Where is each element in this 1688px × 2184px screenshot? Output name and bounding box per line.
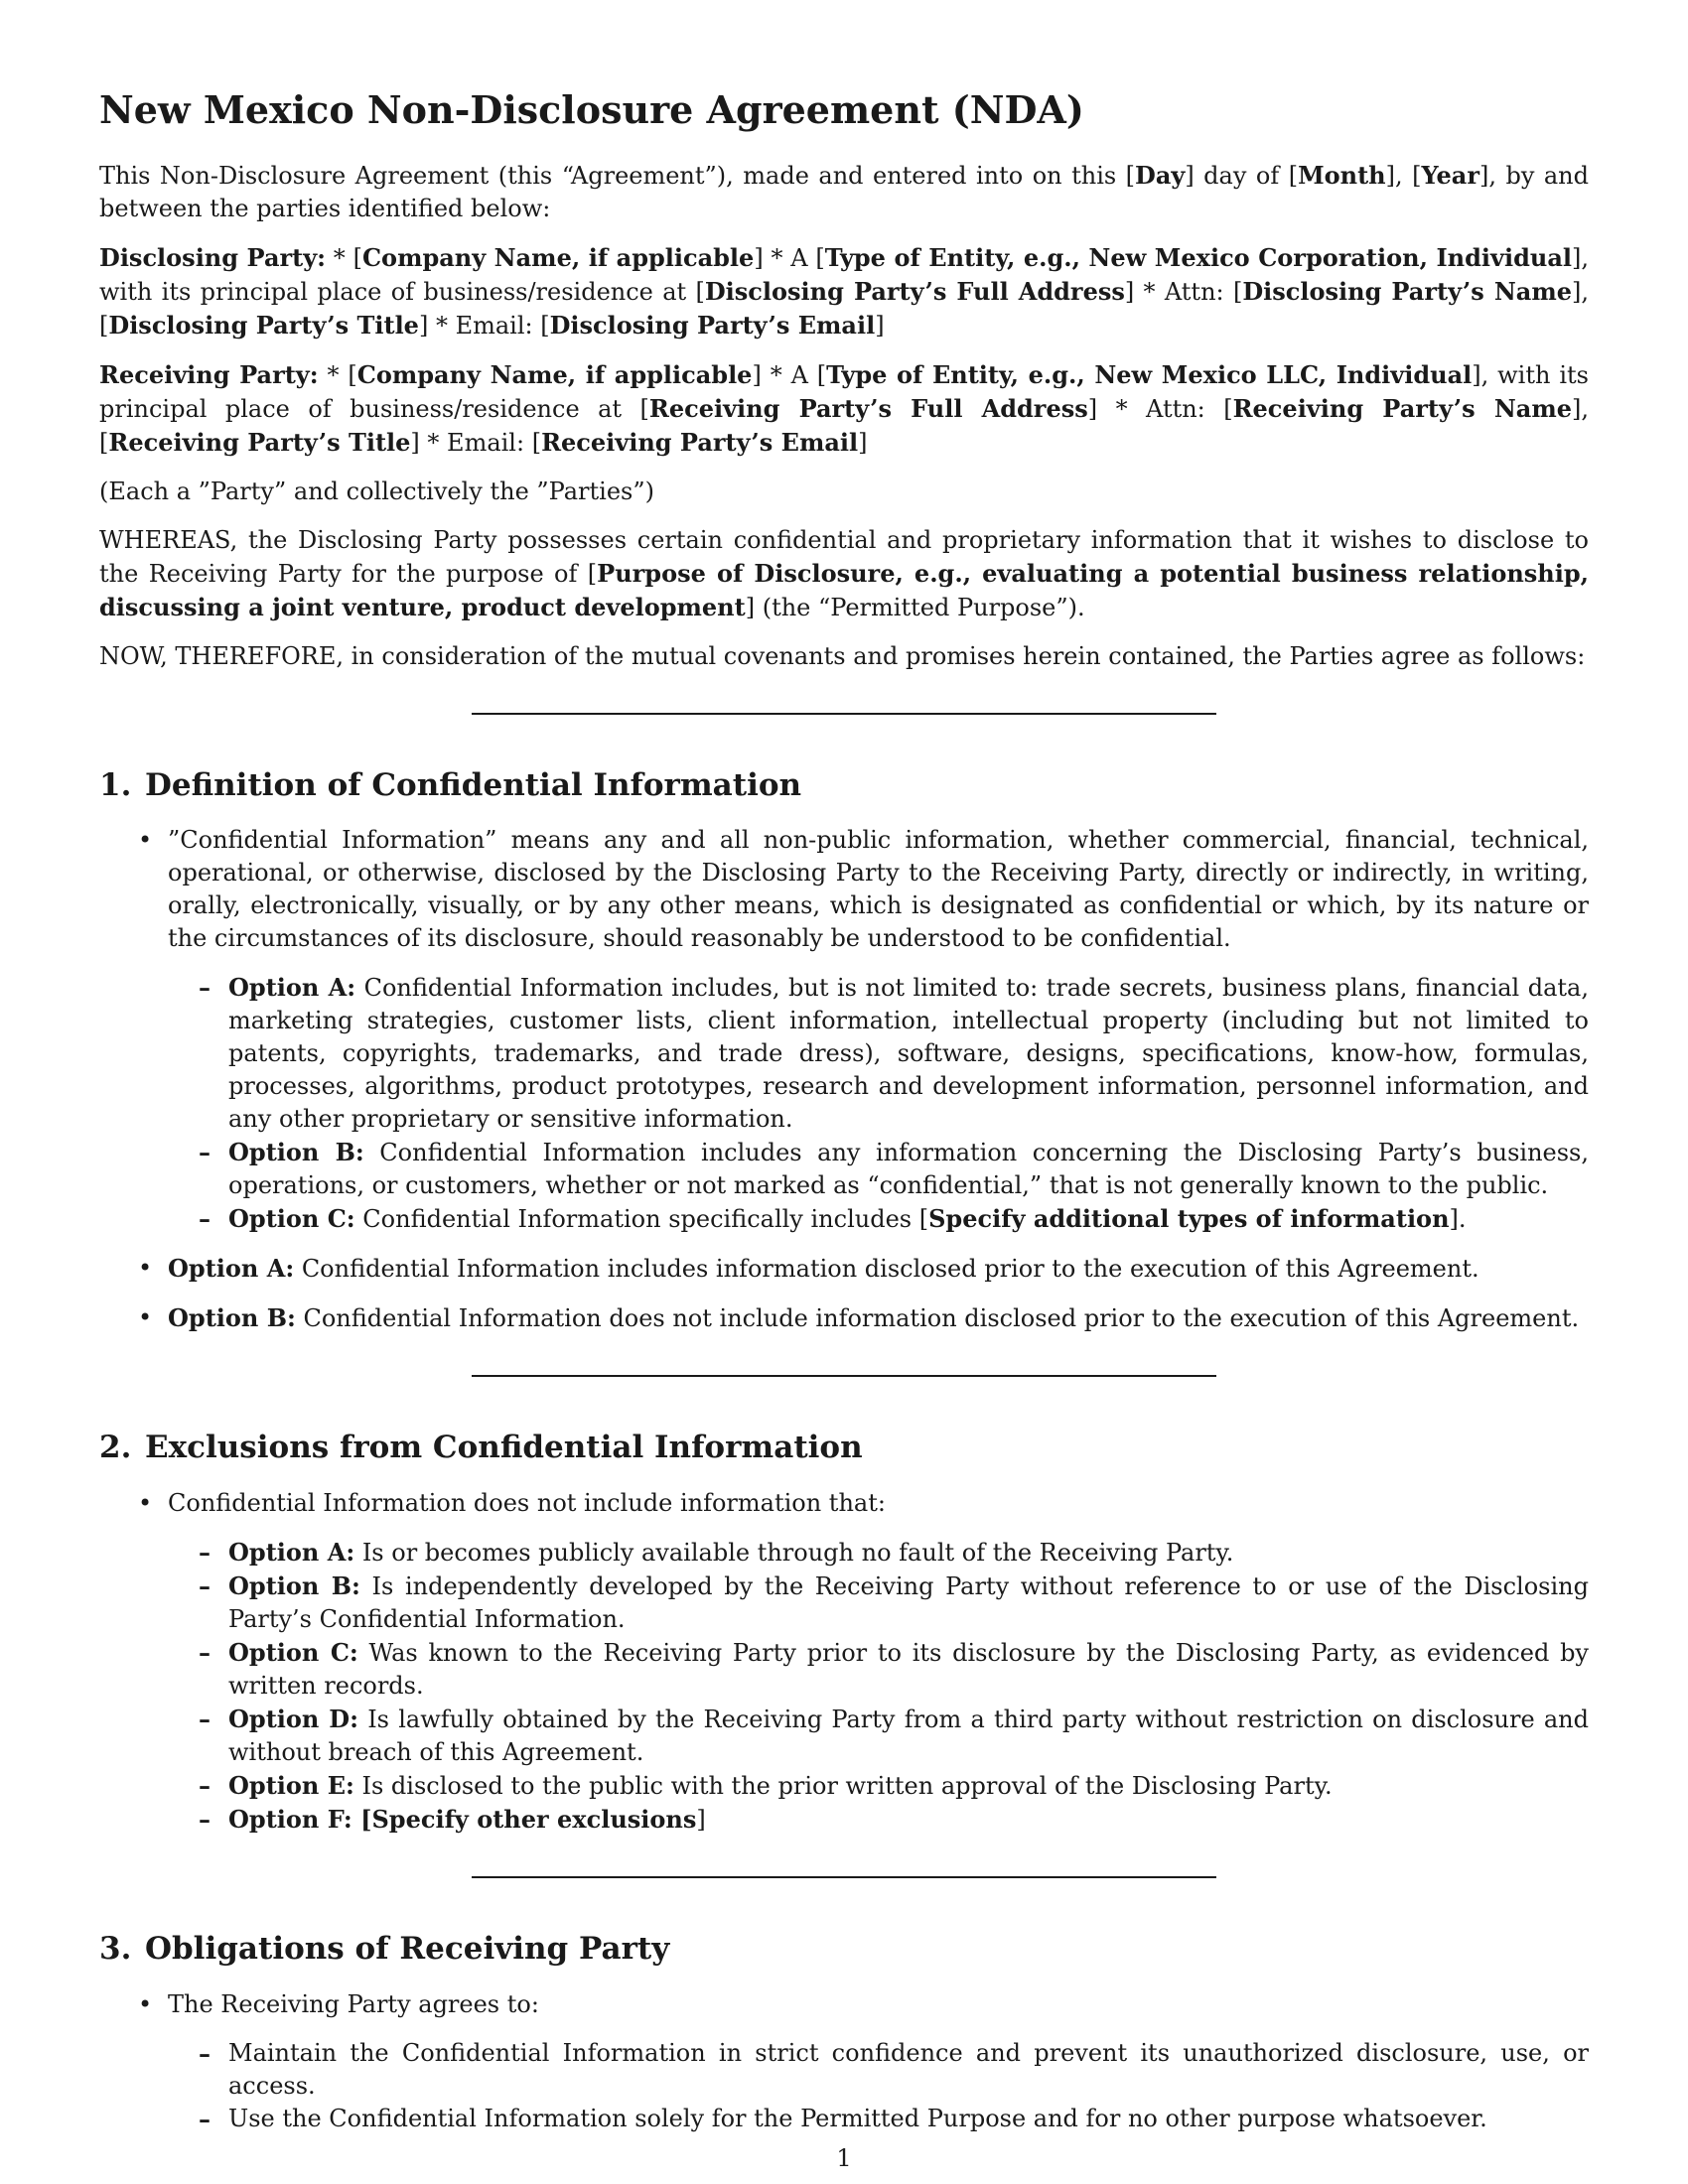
section-3-options xyxy=(168,2037,1589,2135)
list-item: • Option B: Confidential Information does not include information disclosed prior to the execution of this Agreement. xyxy=(168,1301,1589,1335)
page-number: 1 xyxy=(836,2144,852,2172)
section-divider xyxy=(472,1876,1216,1878)
disclosing-party-label: Disclosing Party: xyxy=(99,242,327,272)
list-item: – Option A: Is or becomes publicly available through no fault of the Receiving Party. xyxy=(228,1536,1589,1570)
list-item: – Use the Confidential Information solely for the Permitted Purpose and for no other purpose whatsoever. xyxy=(228,2103,1589,2135)
list-item: – Option F: [Specify other exclusions] xyxy=(228,1803,1589,1837)
list-item: – Option A: Confidential Information includes, but is not limited to: trade secrets, business plans, financial data, marketing strategies, customer lists, client information, intellectual property (including but not limited to patents, copyrights, trademarks, and trade dress), software, designs, specifications, know-how, formulas, processes, algorithms, product prototypes, research and development information, personnel information, and any other proprietary or sensitive information. xyxy=(228,971,1589,1136)
list-item: • ”Confidential Information” means any and all non-public information, whether commercial, financial, technical, operational, or otherwise, disclosed by the Disclosing Party to the Receiving Party, directly or indirectly, in writing, orally, electronically, visually, or by any other means, which is designated as confidential or which, by its nature or the circumstances of its disclosure, should reasonably be understood to be confidential. – Option A: Confidential Information includes, but is not limited to: trade secrets, business plans, financial data, marketing strategies, customer lists, client information, intellectual property (including but not limited to patents, copyrights, trademarks, and trade dress), software, designs, specifications, know-how, formulas, processes, algorithms, product prototypes, research and development information, personnel information, and any other proprietary or sensitive information. – Option B: Confidential Information includes any information concerning the Disclosing Party’s business, operations, or customers, whether or not marked as “confidential,” that is not generally known to the public. – Option C: Confidential Information specifically includes [Specify additional types of information]. xyxy=(168,824,1589,1236)
list-item: • Option A: Confidential Information includes information disclosed prior to the execution of this Agreement. xyxy=(168,1252,1589,1286)
list-item: – Option B: Is independently developed by the Receiving Party without reference to or use of the Disclosing Party’s Confidential Information. xyxy=(228,1570,1589,1636)
section-2-heading: 2. Exclusions from Confidential Information xyxy=(99,1430,863,1466)
section-1-heading: 1. Definition of Confidential Information xyxy=(99,766,802,803)
receiving-party-label: Receiving Party: xyxy=(99,359,319,389)
day-placeholder: Day xyxy=(1135,160,1186,190)
month-placeholder: Month xyxy=(1298,160,1386,190)
disclosing-party-paragraph: Disclosing Party: * [Company Name, if applicable] * A [Type of Entity, e.g., New Mexico Corporation, Individual], with its principal place of business/residence at [Disclosing Party’s Full Address] * Attn: [Disclosing Party’s Name], [Disclosing Party’s Title] * Email: [Disclosing Party’s Email] xyxy=(99,242,1589,340)
section-1-options xyxy=(168,971,1589,1236)
section-divider xyxy=(472,1375,1216,1377)
intro-paragraph: This Non-Disclosure Agreement (this “Agreement”), made and entered into on this [Day] day of [Month], [Year], by and between the parties identified below: xyxy=(99,160,1589,222)
list-item: – Option B: Confidential Information includes any information concerning the Disclosing Party’s business, operations, or customers, whether or not marked as “confidential,” that is not generally known to the public. xyxy=(228,1136,1589,1202)
now-therefore-paragraph: NOW, THEREFORE, in consideration of the mutual covenants and promises herein contained, the Parties agree as follows: xyxy=(99,641,1586,670)
section-divider xyxy=(472,713,1216,715)
section-1-list xyxy=(99,824,1589,1335)
list-item: – Option C: Confidential Information specifically includes [Specify additional types of information]. xyxy=(228,1202,1589,1236)
list-item: • Confidential Information does not include information that: – Option A: Is or becomes publicly available through no fault of the Receiving Party. – Option B: Is independently developed by the Receiving Party without reference to or use of the Disclosing Party’s Confidential Information. – Option C: Was known to the Receiving Party prior to its disclosure by the Disclosing Party, as evidenced by written records. – Option D: Is lawfully obtained by the Receiving Party from a third party without restriction on disclosure and without breach of this Agreement. – Option E: Is disclosed to the public with the prior written approval of the Disclosing Party. – Option F: [Specify other exclusions] xyxy=(168,1487,1589,1837)
section-2-options xyxy=(168,1536,1589,1837)
document-title: New Mexico Non-Disclosure Agreement (NDA) xyxy=(99,87,1084,132)
list-item: – Option E: Is disclosed to the public with the prior written approval of the Disclosing Party. xyxy=(228,1769,1589,1803)
section-3-heading: 3. Obligations of Receiving Party xyxy=(99,1931,670,1968)
list-item: – Option D: Is lawfully obtained by the Receiving Party from a third party without restriction on disclosure and without breach of this Agreement. xyxy=(228,1703,1589,1769)
list-item: • The Receiving Party agrees to: – Maintain the Confidential Information in strict confidence and prevent its unauthorized disclosure, use, or access. – Use the Confidential Information solely for the Permitted Purpose and for no other purpose whatsoever. xyxy=(168,1988,1589,2135)
year-placeholder: Year xyxy=(1421,160,1479,190)
section-3-list xyxy=(99,1988,1589,2135)
section-2-list xyxy=(99,1487,1589,1837)
parties-note: (Each a ”Party” and collectively the ”Parties”) xyxy=(99,477,654,505)
whereas-paragraph: WHEREAS, the Disclosing Party possesses certain confidential and proprietary information that it wishes to disclose to the Receiving Party for the purpose of [Purpose of Disclosure, e.g., evaluating a potential business relationship, discussing a joint venture, product development] (the “Permitted Purpose”). xyxy=(99,525,1589,621)
receiving-party-paragraph: Receiving Party: * [Company Name, if applicable] * A [Type of Entity, e.g., New Mexico LLC, Individual], with its principal place of business/residence at [Receiving Party’s Full Address] * Attn: [Receiving Party’s Name], [Receiving Party’s Title] * Email: [Receiving Party’s Email] xyxy=(99,359,1589,457)
list-item: – Maintain the Confidential Information in strict confidence and prevent its unauthorized disclosure, use, or access. xyxy=(228,2037,1589,2103)
list-item: – Option C: Was known to the Receiving Party prior to its disclosure by the Disclosing Party, as evidenced by written records. xyxy=(228,1636,1589,1703)
